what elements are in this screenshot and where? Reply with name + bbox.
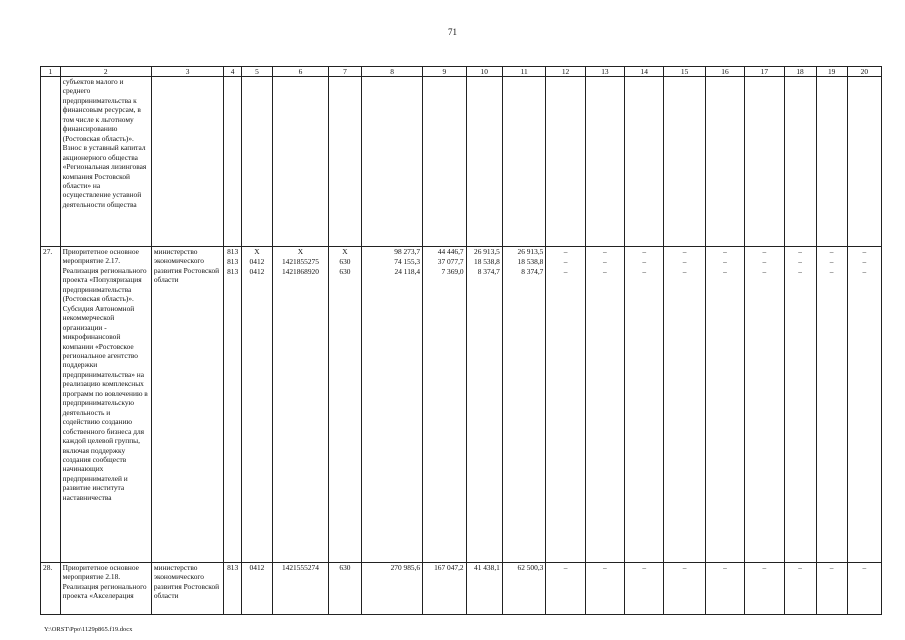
value-line: 0412 xyxy=(249,563,265,572)
column-header: 9 xyxy=(423,67,467,77)
column-number-header-row xyxy=(41,67,882,77)
value-line: 7 369,0 xyxy=(441,267,464,276)
value-cell xyxy=(847,247,881,563)
column-header: 12 xyxy=(546,67,585,77)
value-line: 630 xyxy=(339,257,351,266)
value-cell xyxy=(466,563,502,615)
value-cell xyxy=(466,247,502,563)
value-cell xyxy=(847,563,881,615)
column-header: 14 xyxy=(625,67,664,77)
column-header: 16 xyxy=(705,67,744,77)
value-line: – xyxy=(642,257,647,266)
value-line: – xyxy=(798,247,802,256)
value-line: 18 538,8 xyxy=(517,257,544,266)
value-line: 813 xyxy=(227,267,239,276)
column-header: 19 xyxy=(816,67,847,77)
value-cell xyxy=(625,247,664,563)
value-line: 1421855275 xyxy=(281,257,319,266)
value-line: – xyxy=(563,267,568,276)
value-line: – xyxy=(642,563,647,572)
value-line: – xyxy=(682,563,687,572)
value-line: – xyxy=(603,267,607,276)
value-cell xyxy=(745,563,784,615)
value-line: – xyxy=(723,563,727,572)
value-line: – xyxy=(642,267,647,276)
value-cell xyxy=(502,247,546,563)
column-header: 18 xyxy=(784,67,816,77)
value-line: – xyxy=(682,257,687,266)
value-cell xyxy=(546,247,585,563)
value-line: – xyxy=(563,257,568,266)
value-cell xyxy=(705,247,744,563)
value-cell xyxy=(224,247,242,563)
value-line: – xyxy=(762,563,767,572)
value-cell xyxy=(423,563,467,615)
column-header: 1 xyxy=(41,67,61,77)
value-line: 26 913,5 xyxy=(517,247,544,256)
value-line: – xyxy=(862,563,867,572)
measure-description: Приоритетное основное мероприятие 2.17. Реализация регионального проекта «Популяризация предпринимательства (Ростовская область)». Субсидия Автономной некоммерческой организации - микрофинансовой компании «Ростовское региональное агентство поддержки предпринимательства» на реализацию комплексных программ по вовлечению в предпринимательскую деятельность и содействию созданию собственного бизнеса для каждой целевой группы, включая поддержку создания сообществ начинающих предпринимателей и развитие института наставничества xyxy=(60,247,151,563)
continuation-row xyxy=(41,77,882,247)
value-line: 8 374,7 xyxy=(477,267,500,276)
value-cell xyxy=(362,563,423,615)
value-line: 44 446,7 xyxy=(437,247,464,256)
value-line: 630 xyxy=(339,563,351,572)
value-line: 26 913,5 xyxy=(474,247,500,256)
row-number: 28. xyxy=(41,563,61,615)
row-number: 27. xyxy=(41,247,61,563)
column-header: 20 xyxy=(847,67,881,77)
column-header: 17 xyxy=(745,67,784,77)
value-cell xyxy=(816,563,847,615)
value-line: – xyxy=(798,257,802,266)
column-header: 3 xyxy=(151,67,224,77)
value-line: 1421555274 xyxy=(281,563,319,572)
value-cell xyxy=(241,247,272,563)
measure-description: субъектов малого и среднего предпринимательства к финансовым ресурсам, в том числе к льготному финансированию (Ростовская область)». Взнос в уставный капитал акционерного общества «Региональная лизинговая компания Ростовской области» на осуществление уставной деятельности общества xyxy=(60,77,151,247)
value-line: – xyxy=(603,257,607,266)
value-line: – xyxy=(862,247,867,256)
value-line: Х xyxy=(342,247,348,256)
value-line: – xyxy=(762,267,767,276)
value-line: – xyxy=(829,257,834,266)
column-header: 5 xyxy=(241,67,272,77)
value-cell xyxy=(625,563,664,615)
value-line: – xyxy=(603,247,607,256)
value-line: 813 xyxy=(227,247,239,256)
value-line: 813 xyxy=(227,563,239,572)
value-cell xyxy=(784,563,816,615)
value-line: 74 155,3 xyxy=(394,257,421,266)
value-line: – xyxy=(798,563,802,572)
value-line: – xyxy=(798,267,802,276)
value-line: – xyxy=(723,257,727,266)
value-cell xyxy=(224,563,242,615)
measure-row xyxy=(41,563,882,615)
value-cell xyxy=(328,247,361,563)
value-line: 41 438,1 xyxy=(474,563,500,572)
column-header: 10 xyxy=(466,67,502,77)
value-line: – xyxy=(723,247,727,256)
column-header: 6 xyxy=(272,67,328,77)
value-cell xyxy=(272,563,328,615)
value-line: 167 047,2 xyxy=(434,563,464,572)
value-line: – xyxy=(563,563,568,572)
value-cell xyxy=(664,247,705,563)
value-cell xyxy=(362,247,423,563)
value-line: Х xyxy=(297,247,304,256)
value-cell xyxy=(585,247,624,563)
column-header: 4 xyxy=(224,67,242,77)
value-cell xyxy=(546,563,585,615)
value-line: – xyxy=(603,563,607,572)
value-line: – xyxy=(762,247,767,256)
value-cell xyxy=(816,247,847,563)
value-line: – xyxy=(862,267,867,276)
value-cell xyxy=(585,563,624,615)
value-line: 813 xyxy=(227,257,239,266)
value-line: – xyxy=(829,563,834,572)
page-number: 71 xyxy=(448,27,457,37)
value-line: 0412 xyxy=(249,257,265,266)
budget-table xyxy=(40,66,882,615)
row-number xyxy=(41,77,61,247)
column-header: 7 xyxy=(328,67,361,77)
value-line: – xyxy=(829,267,834,276)
value-line: 630 xyxy=(339,267,351,276)
value-line: – xyxy=(563,247,568,256)
value-cell xyxy=(328,563,361,615)
column-header: 8 xyxy=(362,67,423,77)
measure-description: Приоритетное основное мероприятие 2.18. Реализация регионального проекта «Акселерация xyxy=(60,563,151,615)
value-line: 37 077,7 xyxy=(437,257,464,266)
value-line: – xyxy=(682,247,687,256)
value-line: 8 374,7 xyxy=(521,267,544,276)
value-line: – xyxy=(862,257,867,266)
value-line: – xyxy=(762,257,767,266)
value-cell xyxy=(705,563,744,615)
column-header: 2 xyxy=(60,67,151,77)
value-cell xyxy=(241,563,272,615)
value-line: 0412 xyxy=(249,267,265,276)
measure-row xyxy=(41,247,882,563)
column-header: 13 xyxy=(585,67,624,77)
value-line: 98 273,7 xyxy=(394,247,421,256)
value-line: Х xyxy=(254,247,260,256)
file-path-footer: Y:\ORST\Ppo\1129p865.f19.docx xyxy=(44,626,133,633)
executor-cell xyxy=(151,77,224,247)
value-line: 1421868920 xyxy=(281,267,319,276)
value-cell xyxy=(664,563,705,615)
value-cell xyxy=(502,563,546,615)
value-line: – xyxy=(723,267,727,276)
value-line: 62 500,3 xyxy=(517,563,544,572)
value-cell xyxy=(784,247,816,563)
value-line: – xyxy=(682,267,687,276)
value-cell xyxy=(272,247,328,563)
value-cell xyxy=(745,247,784,563)
value-line: 24 118,4 xyxy=(394,267,421,276)
column-header: 11 xyxy=(502,67,546,77)
value-cell xyxy=(423,247,467,563)
value-line: – xyxy=(829,247,834,256)
executor-cell: министерство экономического развития Ростовской области xyxy=(151,563,224,615)
value-line: – xyxy=(642,247,647,256)
executor-cell: министерство экономического развития Ростовской области xyxy=(151,247,224,563)
value-line: 18 538,8 xyxy=(474,257,500,266)
value-line: 270 985,6 xyxy=(390,563,421,572)
column-header: 15 xyxy=(664,67,705,77)
